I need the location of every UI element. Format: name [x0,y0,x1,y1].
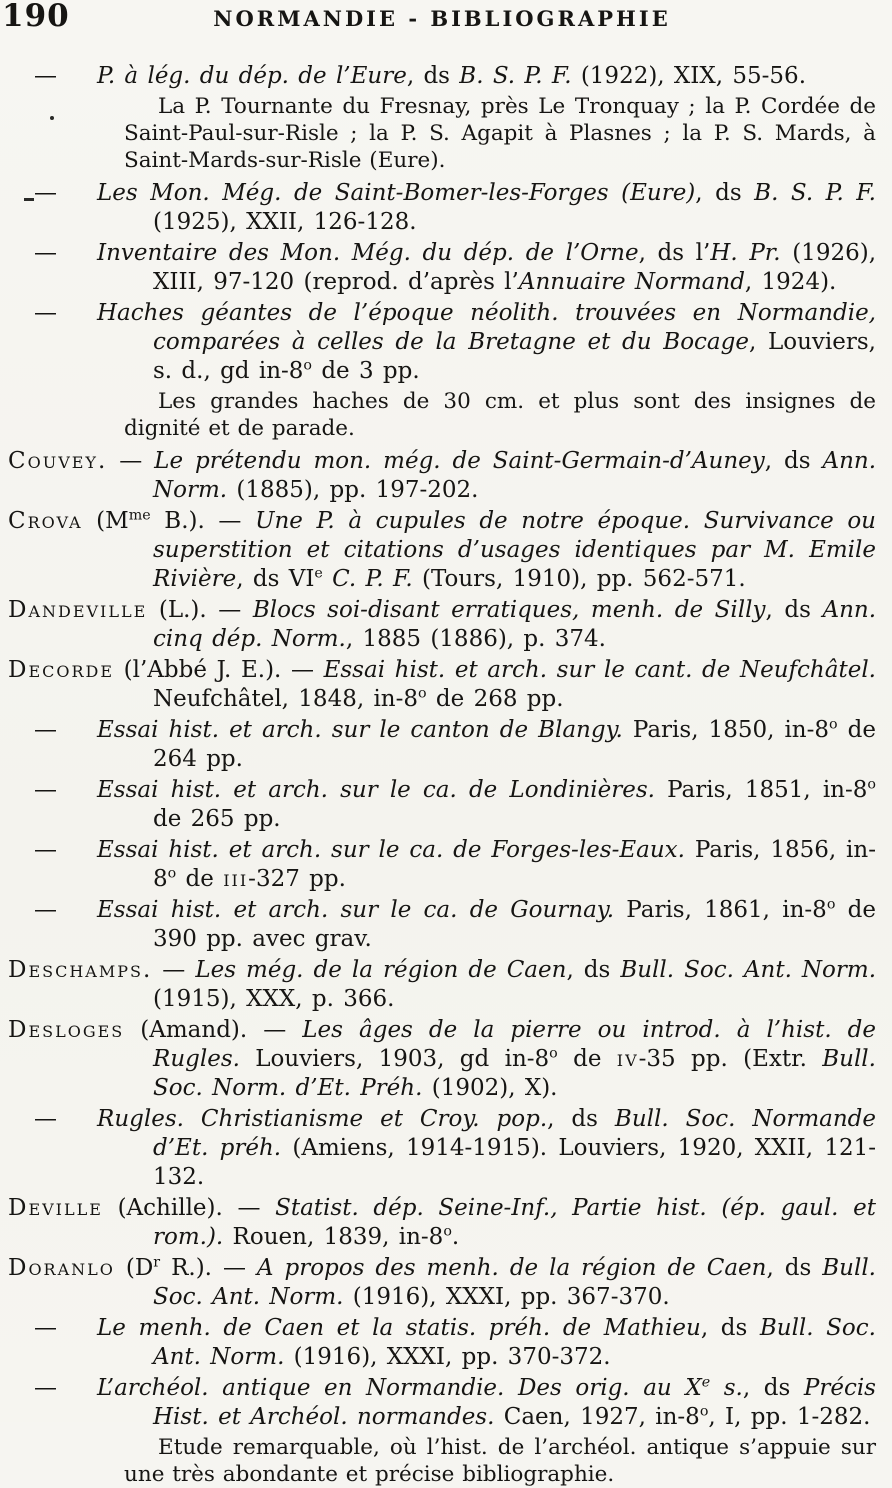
scan-artifact-dot [50,116,54,120]
entry-text: B. S. P. F. [459,63,572,89]
entry-text: (l’Abbé J. E.). — [114,657,324,683]
entry-text: de 265 pp. [153,806,281,832]
bib-entry [8,956,876,1014]
running-title: NORMANDIE - BIBLIOGRAPHIE [213,6,671,31]
entry-text: , ds [700,1315,760,1341]
entry-text: o [826,896,836,913]
entry-text: , Louviers, s. d., gd in-8 [153,329,876,384]
entry-text: (1915), XXX, p. 366. [153,986,395,1012]
entry-text: Paris, 1851, in-8 [654,777,868,803]
entry-text: H. Pr. [710,240,781,266]
entry-text: Paris, 1861, in-8 [614,897,827,923]
entry-text: (Amiens, 1914-1915). Louviers, 1920, XXII, 121-132. [153,1135,876,1190]
bib-entry [8,716,876,774]
entry-text: , ds [547,1106,615,1132]
entry-text: Annuaire Normand [518,269,745,295]
entry-text: A propos des menh. de la région de Caen [256,1255,767,1281]
entry-text: , ds [766,1255,823,1281]
entry-text: B.). — [150,508,256,534]
entry-text: B. S. P. F. [754,180,876,206]
author-name: Deschamps. [8,957,153,983]
entry-text: o [443,1223,452,1240]
author-name: Deville [8,1195,103,1221]
ditto-dash: — [34,777,57,803]
bib-entry [8,62,876,91]
bib-entry [8,1374,876,1432]
entry-text: Les Mon. Még. de Saint-Bomer-les-Forges (Eure) [97,180,696,206]
entry-text: , ds [764,448,823,474]
entry-text: Inventaire des Mon. Még. du dép. de l’Orne [97,240,639,266]
bib-entry [8,239,876,297]
author-name: Desloges [8,1017,125,1043]
bib-entry [8,1016,876,1103]
entry-text: (Tours, 1910), pp. 562-571. [412,566,746,592]
entries [8,62,876,1488]
entry-text: Louviers, 1903, gd in-8 [239,1046,550,1072]
entry-text: Une P. à cupules de notre époque. Survivance ou superstition et citations d’usages identiques par M. Emile Rivière [153,508,876,592]
author-name: iii [223,866,249,892]
entry-text: Bull. Soc. Ant. Norm. [153,1315,876,1370]
entry-text: o [418,685,427,702]
entry-text: (Amand). — [124,1017,303,1043]
entry-text: L’archéol. antique en Normandie. Des orig. au X [97,1375,702,1401]
entry-text: o [867,776,876,793]
entry-text: o [829,716,838,733]
entry-text: , ds l’ [638,240,711,266]
entry-text: , ds [566,957,621,983]
entry-text: , ds [765,597,823,623]
entry-text: Blocs soi-disant erratiques, menh. de Silly [252,597,766,623]
entry-text: (1902), X). [422,1075,558,1101]
entry-text: R.). — [160,1255,257,1281]
entry-text: de 3 pp. [312,358,420,384]
entry-text: Essai hist. et arch. sur le canton de Blangy. [97,717,623,743]
entry-text: r [153,1254,161,1271]
ditto-dash: — [34,897,57,923]
entry-text: de 264 pp. [153,717,876,772]
page-number: 190 [2,0,70,34]
entry-text: (1925), XXII, 126-128. [153,209,417,235]
ditto-dash: — [34,180,57,206]
entry-text: Les még. de la région de Caen [195,957,567,983]
entry-text: — [107,448,155,474]
entry-text: (1916), XXXI, pp. 367-370. [343,1284,670,1310]
entry-text: (1916), XXXI, pp. 370-372. [284,1344,611,1370]
entry-text: Bull. Soc. Normande d’Et. préh. [153,1106,876,1161]
ditto-dash: — [34,1375,57,1401]
bib-entry [8,1194,876,1252]
entry-text: , I, pp. 1-282. [708,1404,871,1430]
ditto-dash: — [34,837,57,863]
entry-text: Bull. Soc. Ant. Norm. [153,1255,876,1310]
entry-text: Essai hist. et arch. sur le ca. de Londinières. [97,777,655,803]
entry-text: C. P. F. [332,566,413,592]
entry-text: P. à lég. du dép. de l’Eure [97,63,407,89]
entry-text: o [699,1403,709,1420]
scan-artifact-dash [24,198,34,201]
ditto-dash: — [34,63,57,89]
entry-text: (Achille). — [102,1195,276,1221]
entry-text: Le prétendu mon. még. de Saint-Germain-d’Auney [154,448,765,474]
entry-text: Essai hist. et arch. sur le ca. de Forges-les-Eaux. [97,837,685,863]
bib-note: Etude remarquable, où l’hist. de l’archéol. antique s’appuie sur une très abondante et précise bibliographie. [124,1435,876,1487]
author-name: Dandeville [8,597,148,623]
ditto-dash: — [34,1106,57,1132]
bib-note: La P. Tournante du Fresnay, près Le Tronquay ; la P. Cordée de Saint-Paul-sur-Risle ; la P. S. Agapit à Plasnes ; la P. S. Mards, à Saint-Mards-sur-Risle (Eure). [124,94,876,173]
entry-text: Ann. cinq dép. Norm. [153,597,876,652]
entry-text: Paris, 1856, in-8 [153,837,876,892]
bib-entry [8,596,876,654]
author-name: Decorde [8,657,115,683]
entry-text: , 1885 (1886), p. 374. [345,626,606,652]
entry-text: -35 pp. (Extr. [638,1046,823,1072]
entry-text: Précis Hist. et Archéol. normandes. [153,1375,876,1430]
author-name: iv [616,1046,639,1072]
entry-text: Neufchâtel, 1848, in-8 [153,686,419,712]
ditto-dash: — [34,1315,57,1341]
entry-text: o [303,357,313,374]
entry-text: (M [82,508,129,534]
entry-text: , ds [406,63,460,89]
entry-text: (1922), XIX, 55-56. [571,63,806,89]
bib-entry [8,836,876,894]
bib-entry [8,776,876,834]
entry-text: e [314,565,323,582]
bib-entry [8,299,876,386]
bib-entry [8,1254,876,1312]
entry-text: . [451,1224,460,1250]
author-name: Couvey. [8,448,108,474]
bib-entry [8,447,876,505]
entry-text: , ds VI [236,566,315,592]
entry-text: de 268 pp. [426,686,564,712]
bib-entry [8,896,876,954]
bib-entry [8,656,876,714]
entry-text: Ann. Norm. [153,448,877,503]
entry-text: (1885), pp. 197-202. [227,477,479,503]
entry-text: , ds [695,180,755,206]
entry-text: — [152,957,196,983]
entry-text: de [176,866,224,892]
page-header [2,0,876,46]
entry-text: de [557,1046,617,1072]
entry-text: Paris, 1850, in-8 [622,717,830,743]
ditto-dash: — [34,240,57,266]
entry-text: Bull. Soc. Norm. d’Et. Préh. [153,1046,876,1101]
entry-text: (L.). — [147,597,253,623]
entry-text: Essai hist. et arch. sur le cant. de Neufchâtel. [323,657,876,683]
entry-text: o [167,865,177,882]
entry-text: Le menh. de Caen et la statis. préh. de Mathieu [97,1315,701,1341]
bib-entry [8,507,876,594]
entry-text: Bull. Soc. Ant. Norm. [620,957,877,983]
entry-text: s. [710,1375,743,1401]
entry-text: Essai hist. et arch. sur le ca. de Gournay. [97,897,615,923]
author-name: Crova [8,508,83,534]
bib-note: Les grandes haches de 30 cm. et plus sont des insignes de dignité et de parade. [124,389,876,441]
entry-text: Les âges de la pierre ou introd. à l’hist. de Rugles. [153,1017,877,1072]
entry-text: -327 pp. [248,866,346,892]
author-name: Doranlo [8,1255,115,1281]
ditto-dash: — [34,300,57,326]
entry-text: Rugles. Christianisme et Croy. pop. [97,1106,548,1132]
entry-text: Caen, 1927, in-8 [494,1404,700,1430]
bib-entry [8,179,876,237]
entry-text [323,566,332,592]
entry-text: Haches géantes de l’époque néolith. trouvées en Normandie, comparées à celles de la Bretagne et du Bocage [97,300,876,355]
entry-text: , ds [742,1375,804,1401]
ditto-dash: — [34,717,57,743]
bib-entry [8,1105,876,1192]
entry-text: Rouen, 1839, in-8 [223,1224,444,1250]
entry-text: , 1924). [744,269,837,295]
entry-text: (D [114,1255,154,1281]
bib-entry [8,1314,876,1372]
entry-text: me [128,507,151,524]
entry-text: o [549,1045,558,1062]
entry-text: Statist. dép. Seine-Inf., Partie hist. (ép. gaul. et rom.). [153,1195,876,1250]
entry-text: (1926), XIII, 97-120 (reprod. d’après l’ [153,240,877,295]
entry-text: e [701,1374,711,1391]
entry-text: de 390 pp. avec grav. [153,897,876,952]
